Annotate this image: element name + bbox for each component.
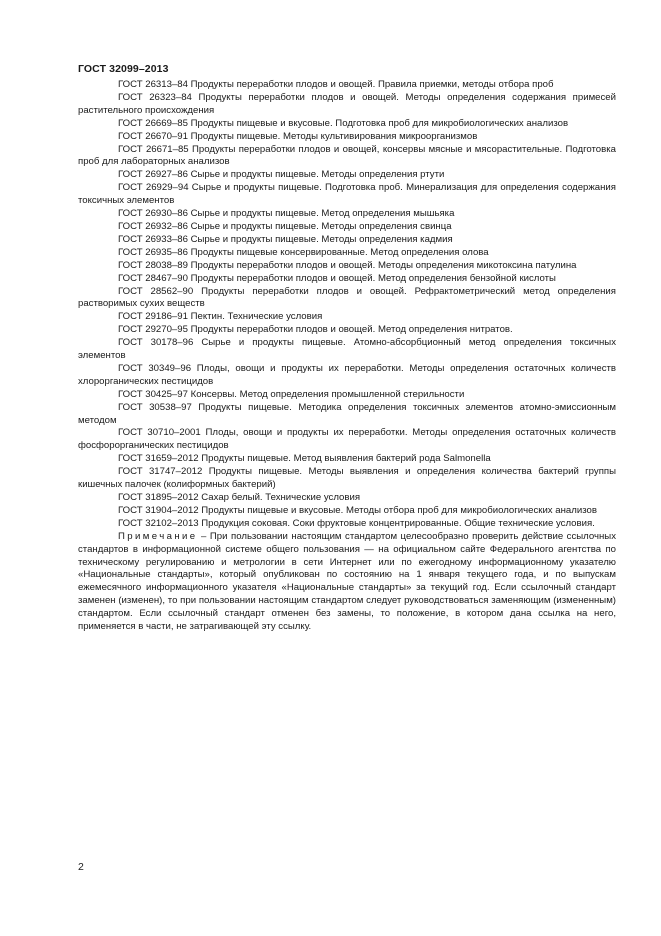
note-text: – При пользовании настоящим стандартом целесообразно проверить действие ссылочных стандартов в информационной системе общего пользования — на официальном сайте Федерального агентства по техническому регулированию и метрологии в сети Интернет или по ежегодному информационному указателю «Национальные стандарты», который опубликован по состоянию на 1 января текущего года, и по выпускам ежемесячного информационного указателя «Национальные стандарты» за текущий год. Если ссылочный стандарт заменен (изменен), то при пользовании настоящим стандартом следует руководствоваться заменяющим (измененным) стандартом. Если ссылочный стандарт отменен без замены, то положение, в котором дана ссылка на него, применяется в части, не затрагивающей эту ссылку. [78,530,616,633]
note-paragraph [78,531,616,634]
reference-item: ГОСТ 30178–96 Сырье и продукты пищевые. Атомно-абсорбционный метод определения токсичных элементов [78,337,616,362]
page-number: 2 [78,861,84,873]
reference-item: ГОСТ 26932–86 Сырье и продукты пищевые. Методы определения свинца [118,220,452,232]
reference-item: ГОСТ 26671–85 Продукты переработки плодов и овощей, консервы мясные и мясорастительные. Подготовка проб для лабораторных анализов [78,143,616,168]
reference-item: ГОСТ 26929–94 Сырье и продукты пищевые. Подготовка проб. Минерализация для определения содержания токсичных элементов [78,182,616,207]
reference-item: ГОСТ 28562–90 Продукты переработки плодов и овощей. Рефрактометрический метод определения растворимых сухих веществ [78,285,616,310]
reference-item: ГОСТ 26930–86 Сырье и продукты пищевые. Метод определения мышьяка [118,208,455,220]
standard-header: ГОСТ 32099–2013 [78,63,169,75]
reference-item: ГОСТ 26669–85 Продукты пищевые и вкусовые. Подготовка проб для микробиологических анализов [118,117,569,129]
reference-list [78,79,616,531]
reference-item: ГОСТ 31895–2012 Сахар белый. Технические условия [118,492,361,503]
normative-references-section [78,79,616,634]
reference-item: ГОСТ 26323–84 Продукты переработки плодов и овощей. Методы определения содержания примесей растительного происхождения [78,91,616,116]
reference-item: ГОСТ 29270–95 Продукты переработки плодов и овощей. Метод определения нитратов. [118,324,513,336]
reference-item: ГОСТ 32102–2013 Продукция соковая. Соки фруктовые концентрированные. Общие технические условия. [118,517,595,529]
reference-item: ГОСТ 26927–86 Сырье и продукты пищевые. Методы определения ртути [118,169,445,181]
reference-item: ГОСТ 26933–86 Сырье и продукты пищевые. Методы определения кадмия [118,233,453,245]
reference-item: ГОСТ 30538–97 Продукты пищевые. Методика определения токсичных элементов атомно-эмиссионным методом [78,401,616,426]
reference-item: ГОСТ 26935–86 Продукты пищевые консервированные. Метод определения олова [118,246,489,258]
reference-item: ГОСТ 26670–91 Продукты пищевые. Методы культивирования микроорганизмов [118,130,478,142]
reference-item: ГОСТ 30425–97 Консервы. Метод определения промышленной стерильности [118,388,465,400]
reference-item: ГОСТ 29186–91 Пектин. Технические условия [118,311,323,323]
reference-item: ГОСТ 31747–2012 Продукты пищевые. Методы выявления и определения количества бактерий группы кишечных палочек (колиформных бактерий) [78,466,616,491]
reference-item: ГОСТ 30710–2001 Плоды, овощи и продукты их переработки. Методы определения остаточных количеств фосфорорганических пестицидов [78,427,616,452]
reference-item: ГОСТ 30349–96 Плоды, овощи и продукты их переработки. Методы определения остаточных количеств хлорорганических пестицидов [78,362,616,387]
reference-item: ГОСТ 28467–90 Продукты переработки плодов и овощей. Метод определения бензойной кислоты [118,272,556,284]
note-label: Примечание [118,530,198,542]
reference-item: ГОСТ 28038–89 Продукты переработки плодов и овощей. Методы определения микотоксина патулина [118,259,577,271]
reference-item: ГОСТ 31659–2012 Продукты пищевые. Метод выявления бактерий рода Salmonella [118,453,491,465]
reference-item: ГОСТ 31904–2012 Продукты пищевые и вкусовые. Методы отбора проб для микробиологических анализов [118,504,597,516]
reference-item: ГОСТ 26313–84 Продукты переработки плодов и овощей. Правила приемки, методы отбора проб [118,79,554,90]
